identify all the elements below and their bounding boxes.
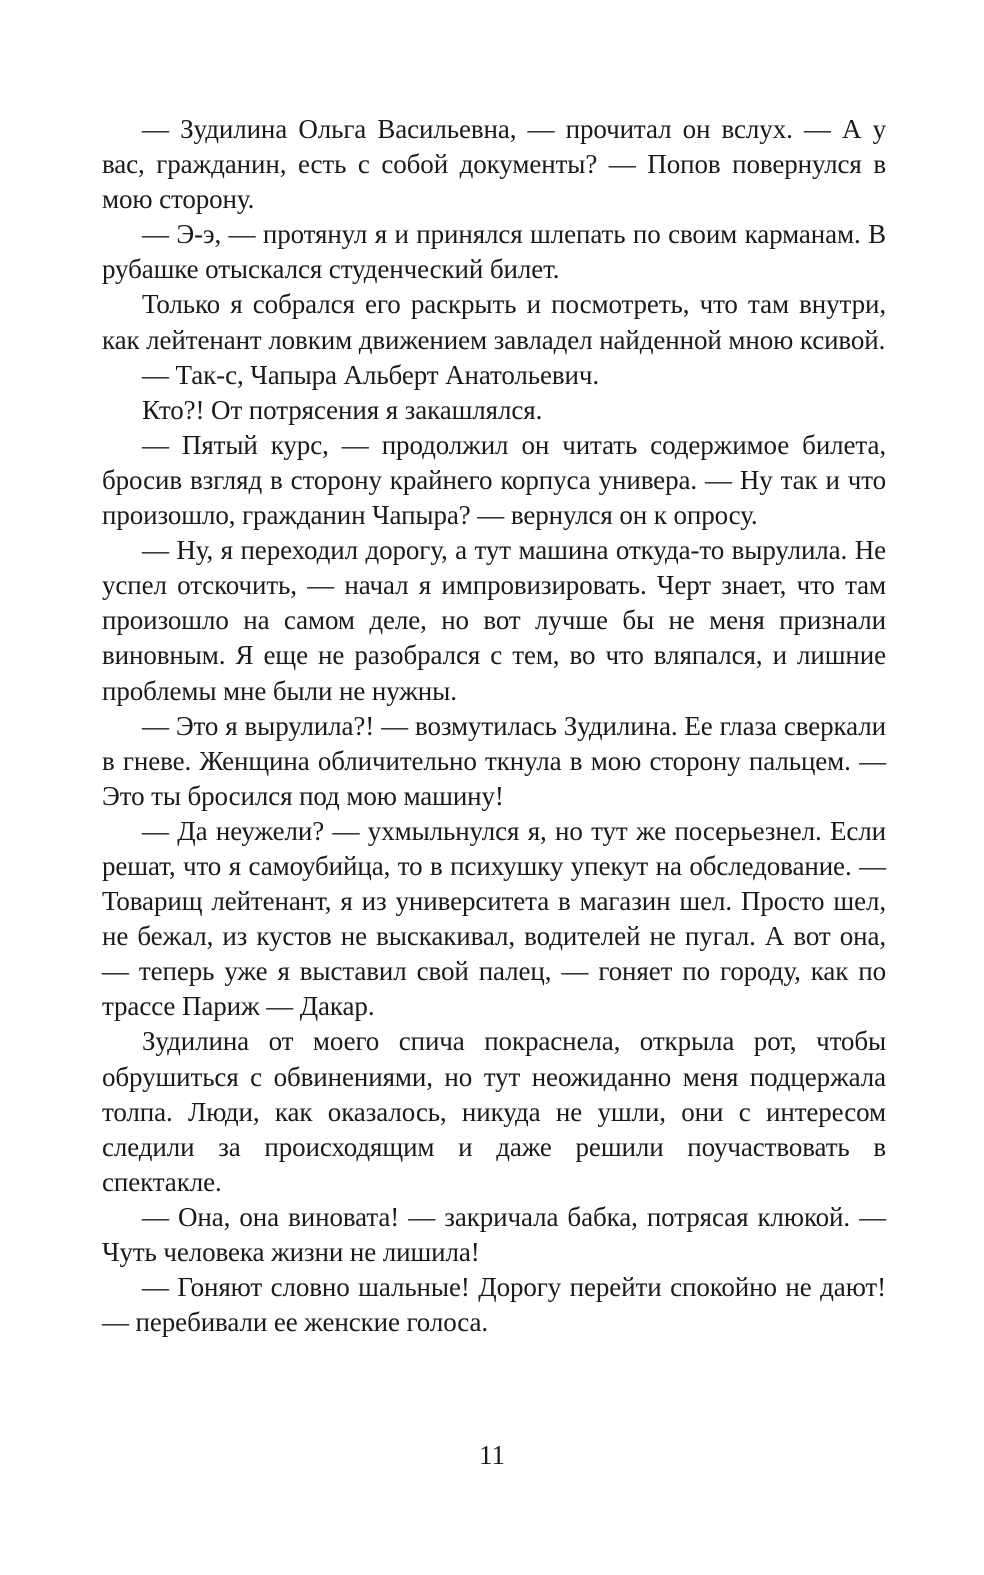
paragraph-4: — Так-с, Чапыра Альберт Анатольевич. [142,359,600,390]
paragraph-11: — Она, она виновата! — закричала бабка, потрясая клюкой. — Чуть человека жизни не лишила! [102,1201,886,1267]
paragraph-2: — Э-э, — протянул я и принялся шлепать по своим карманам. В рубашке отыскался студенческий билет. [102,219,886,285]
paragraph-6: — Пятый курс, — продолжил он читать содержимое билета, бросив взгляд в сторону крайнего корпуса универа. — Ну так и что произошло, гражданин Чапыра? — вернулся он к опросу. [102,429,886,531]
page-body [102,112,886,1340]
page-number: 11 [479,1440,505,1470]
paragraph-7: — Ну, я переходил дорогу, а тут машина откуда-то вырулила. Не успел отскочить, — начал я импровизировать. Черт знает, что там произошло на самом деле, но вот лучше бы не меня признали виновным. Я еще не разобрался с тем, во что вляпался, и лишние проблемы мне были не нужны. [102,535,886,706]
paragraph-5: Кто?! От потрясения я закашлялся. [142,394,543,425]
paragraph-8: — Это я вырулила?! — возмутилась Зудилина. Ее глаза сверкали в гневе. Женщина обличительно ткнула в мою сторону пальцем. — Это ты бросился под мою машину! [102,710,886,811]
paragraph-1: — Зудилина Ольга Васильевна, — прочитал он вслух. — А у вас, гражданин, есть с собой документы? — Попов повернулся в мою сторону. [102,114,886,215]
paragraph-9: — Да неужели? — ухмыльнулся я, но тут же посерьезнел. Если решат, что я самоубийца, то в психушку упекут на обследование. — Товарищ лейтенант, я из университета в магазин шел. Просто шел, не бежал, из кустов не выскакивал, водителей не пугал. А вот она, — теперь уже я выставил свой палец, — гоняет по городу, как по трассе Париж — Дакар. [102,815,886,1022]
paragraph-3: Только я собрался его раскрыть и посмотреть, что там внутри, как лейтенант ловким движением завладел найденной мною ксивой. [102,289,886,355]
paragraph-10: Зудилина от моего спича покраснела, открыла рот, чтобы обрушиться с обвинениями, но тут неожиданно меня подцержала толпа. Люди, как оказалось, никуда не ушли, они с интересом следили за происходящим и даже решили поучаствовать в спектакле. [102,1026,886,1197]
paragraph-12: — Гоняют словно шальные! Дорогу перейти спокойно не дают! — перебивали ее женские голоса. [102,1272,886,1338]
